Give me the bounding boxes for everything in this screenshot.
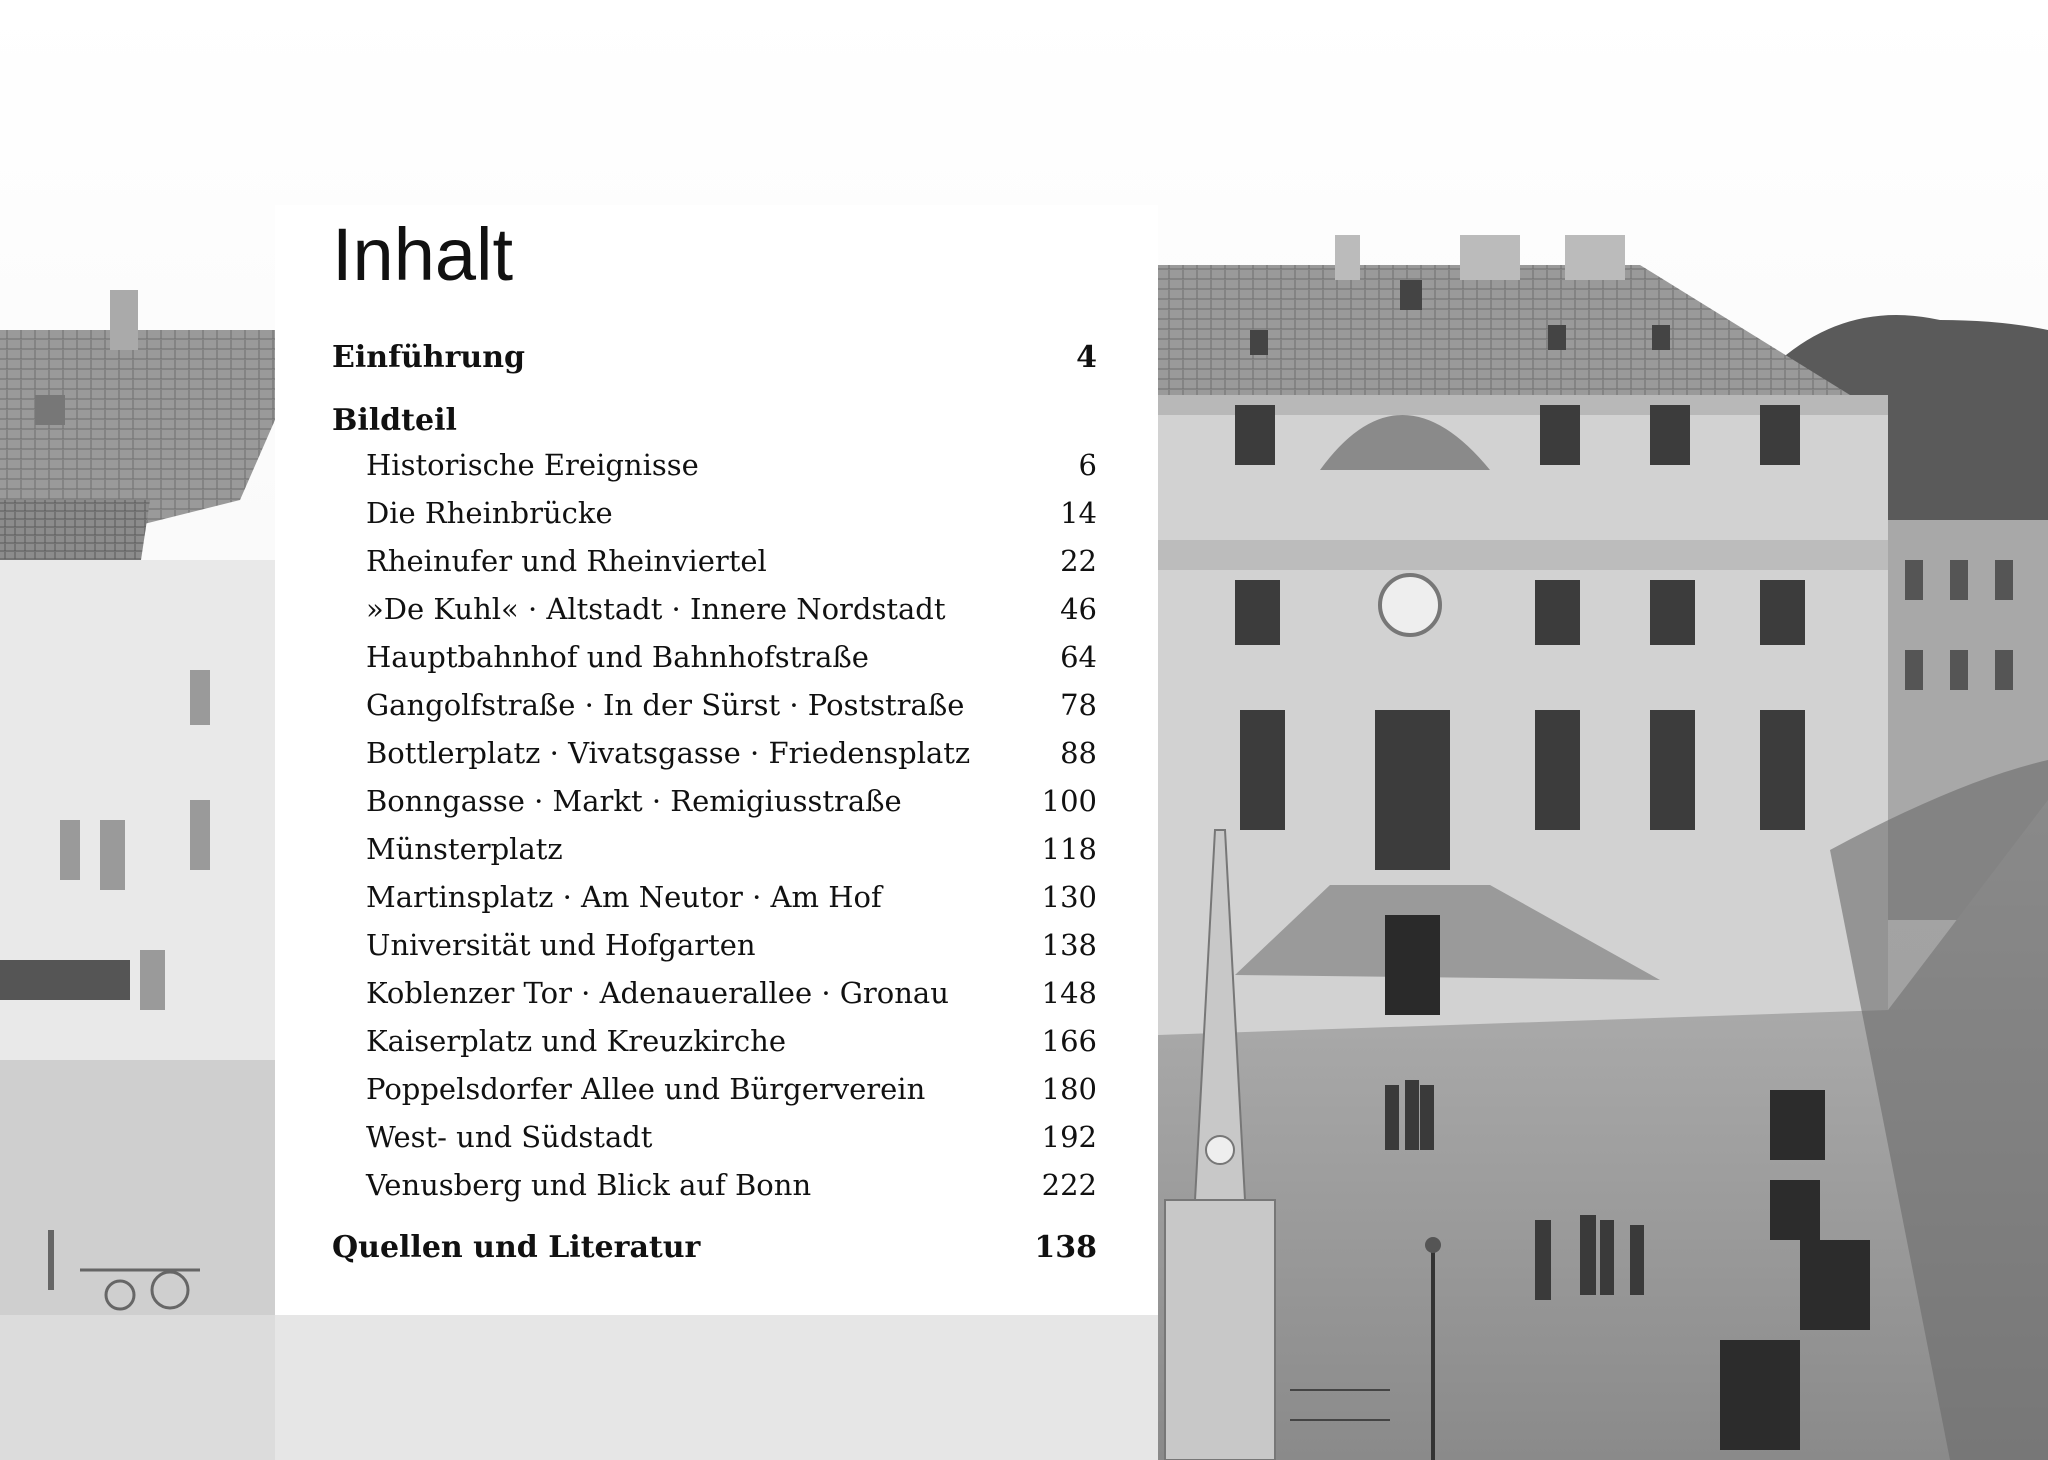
toc-entry[interactable]	[332, 544, 1097, 578]
left-building	[0, 290, 275, 1460]
toc-entry-page: 138	[1041, 928, 1097, 962]
toc-entry-label: Bottlerplatz · Vivatsgasse · Friedensplatz	[366, 736, 971, 770]
toc-entry[interactable]	[332, 1120, 1097, 1154]
toc-entry-page: 100	[1041, 784, 1097, 818]
toc-entry-label: Universität und Hofgarten	[366, 928, 756, 962]
toc-entry[interactable]	[332, 880, 1097, 914]
toc-entry-page: 78	[1060, 688, 1097, 722]
toc-entry-label: »De Kuhl« · Altstadt · Innere Nordstadt	[366, 592, 946, 626]
toc-entry[interactable]	[332, 688, 1097, 722]
toc-section-label: Bildteil	[332, 403, 457, 438]
toc-entry-page: 180	[1041, 1072, 1097, 1106]
toc-entry-page: 118	[1041, 832, 1097, 866]
toc-entry[interactable]	[332, 448, 1097, 482]
toc-entry-label: Die Rheinbrücke	[366, 496, 613, 530]
toc-entry-label: Rheinufer und Rheinviertel	[366, 544, 767, 578]
toc-entry[interactable]	[332, 640, 1097, 674]
toc-entry-label: Kaiserplatz und Kreuzkirche	[366, 1024, 786, 1058]
toc-entry-page: 88	[1060, 736, 1097, 770]
toc-entry[interactable]	[332, 832, 1097, 866]
toc-entry[interactable]	[332, 496, 1097, 530]
toc-entry[interactable]	[332, 1024, 1097, 1058]
toc-entry-label: Bonngasse · Markt · Remigiusstraße	[366, 784, 902, 818]
toc-entry-label: Gangolfstraße · In der Sürst · Poststraße	[366, 688, 965, 722]
toc-entry-page: 6	[1078, 448, 1097, 482]
toc-entry-page: 64	[1060, 640, 1097, 674]
toc-entry-label: Hauptbahnhof und Bahnhofstraße	[366, 640, 869, 674]
toc-entry-label: Historische Ereignisse	[366, 448, 699, 482]
toc-entry-intro[interactable]	[332, 340, 1097, 375]
toc-entry[interactable]	[332, 1168, 1097, 1202]
toc-entry-label: Quellen und Literatur	[332, 1230, 701, 1265]
toc-entry-page: 4	[1076, 340, 1097, 375]
toc-entry-page: 192	[1041, 1120, 1097, 1154]
toc-entry-page: 166	[1041, 1024, 1097, 1058]
toc-entry-sources[interactable]	[332, 1230, 1097, 1265]
toc-entry-page: 46	[1060, 592, 1097, 626]
toc-entry-page: 148	[1041, 976, 1097, 1010]
toc-entry-page: 222	[1041, 1168, 1097, 1202]
toc-entry-page: 14	[1060, 496, 1097, 530]
toc-entry-label: Poppelsdorfer Allee und Bürgerverein	[366, 1072, 926, 1106]
toc-section-bildteil	[332, 403, 1097, 438]
toc-entry-label: Einführung	[332, 340, 526, 375]
toc-entry[interactable]	[332, 736, 1097, 770]
toc-entry[interactable]	[332, 592, 1097, 626]
page-title: Inhalt	[332, 213, 514, 296]
toc-entry[interactable]	[332, 1072, 1097, 1106]
toc-entry-label: Venusberg und Blick auf Bonn	[366, 1168, 812, 1202]
toc-entry-page: 138	[1034, 1230, 1097, 1265]
toc-entry-label: Münsterplatz	[366, 832, 563, 866]
toc-entry-label: West- und Südstadt	[366, 1120, 653, 1154]
toc-entry[interactable]	[332, 928, 1097, 962]
toc-entry-page: 130	[1041, 880, 1097, 914]
toc-entry[interactable]	[332, 784, 1097, 818]
toc-entry-page: 22	[1060, 544, 1097, 578]
toc-entry[interactable]	[332, 976, 1097, 1010]
toc-entry-label: Koblenzer Tor · Adenauerallee · Gronau	[366, 976, 949, 1010]
toc-entry-label: Martinsplatz · Am Neutor · Am Hof	[366, 880, 882, 914]
